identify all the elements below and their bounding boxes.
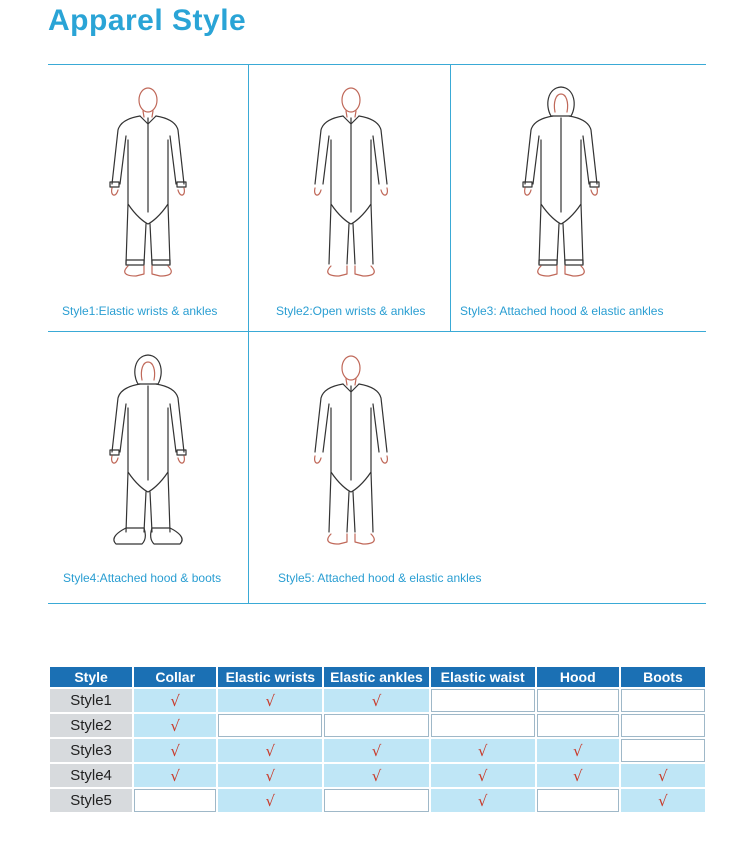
table-cell [218,789,322,812]
table-cell [621,689,705,712]
header-style: Style [50,667,132,687]
check-mark-icon: √ [371,691,382,710]
boot [151,528,182,544]
ankle-cuff [565,260,583,265]
feet [538,266,585,276]
header-boots: Boots [621,667,705,687]
table-cell [324,764,428,787]
table-body [50,689,705,812]
table-cell [431,739,535,762]
table-cell [324,739,428,762]
table-cell [134,739,216,762]
feet [125,266,172,276]
check-mark-icon: √ [477,791,488,810]
check-mark-icon: √ [170,766,180,785]
style-cell-1 [48,64,248,331]
feature-table [48,665,707,814]
table-cell [621,764,705,787]
table-row [50,689,705,712]
table-cell [431,764,535,787]
table-cell [134,789,216,812]
wrist-cuff [110,182,119,187]
table-cell [218,714,322,737]
coverall-illustration [501,84,621,279]
check-mark-icon: √ [265,691,276,710]
check-mark-icon: √ [371,741,382,760]
wrist-cuff [177,182,186,187]
check-mark-icon: √ [477,741,488,760]
table-row [50,739,705,762]
feet [328,534,375,544]
table-cell [621,789,705,812]
style-caption: Style2:Open wrists & ankles [276,304,426,318]
table-cell [537,739,619,762]
check-mark-icon: √ [170,741,180,760]
header-hood: Hood [537,667,619,687]
style-cell-4 [48,332,248,603]
header-elastic-wrists: Elastic wrists [218,667,322,687]
style-cell-3 [451,64,706,331]
check-mark-icon: √ [170,691,180,710]
coverall-illustration [291,352,411,552]
coverall-illustration [291,84,411,279]
check-mark-icon: √ [371,766,382,785]
style-cell-5 [249,332,706,603]
face [141,362,154,380]
row-label: Style5 [50,789,132,812]
table-cell [218,689,322,712]
style-caption: Style5: Attached hood & elastic ankles [278,571,482,585]
wrist-cuff [523,182,532,187]
table-cell [537,789,619,812]
wrist-cuff [590,182,599,187]
table-cell [218,764,322,787]
head [342,356,360,380]
page-title: Apparel Style [48,4,247,37]
table-cell [134,689,216,712]
hood [548,87,574,116]
row-label: Style2 [50,714,132,737]
check-mark-icon: √ [265,791,276,810]
style-caption: Style1:Elastic wrists & ankles [62,304,218,318]
coverall-illustration [88,352,208,552]
table-cell [621,739,705,762]
head [342,88,360,112]
check-mark-icon: √ [658,766,668,785]
wrist-cuff [177,450,186,455]
table-cell [324,789,428,812]
row-label: Style1 [50,689,132,712]
style-caption: Style3: Attached hood & elastic ankles [460,304,664,318]
coverall-illustration [88,84,208,279]
check-mark-icon: √ [265,766,276,785]
table-cell [537,714,619,737]
check-mark-icon: √ [658,791,668,810]
table-cell [431,789,535,812]
boot [114,528,145,544]
feet [328,266,375,276]
table-cell [218,739,322,762]
header-elastic-ankles: Elastic ankles [324,667,428,687]
table-cell [324,714,428,737]
head [139,88,157,112]
style-cell-2 [249,64,449,331]
grid-line-bottom [48,603,706,604]
hood [135,355,161,384]
table-row [50,714,705,737]
header-elastic-waist: Elastic waist [431,667,535,687]
check-mark-icon: √ [573,741,583,760]
row-label: Style4 [50,764,132,787]
check-mark-icon: √ [477,766,488,785]
check-mark-icon: √ [573,766,583,785]
table-cell [537,764,619,787]
table-cell [324,689,428,712]
table-cell [537,689,619,712]
table-header-row [50,667,705,687]
face [554,94,567,112]
ankle-cuff [152,260,170,265]
table-cell [134,764,216,787]
table-cell [431,714,535,737]
table-cell [431,689,535,712]
header-collar: Collar [134,667,216,687]
table-cell [134,714,216,737]
style-caption: Style4:Attached hood & boots [63,571,222,585]
apparel-style-grid [48,64,706,604]
table-cell [621,714,705,737]
check-mark-icon: √ [265,741,276,760]
ankle-cuff [126,260,144,265]
ankle-cuff [539,260,557,265]
check-mark-icon: √ [170,716,180,735]
table-row [50,764,705,787]
row-label: Style3 [50,739,132,762]
table-row [50,789,705,812]
wrist-cuff [110,450,119,455]
